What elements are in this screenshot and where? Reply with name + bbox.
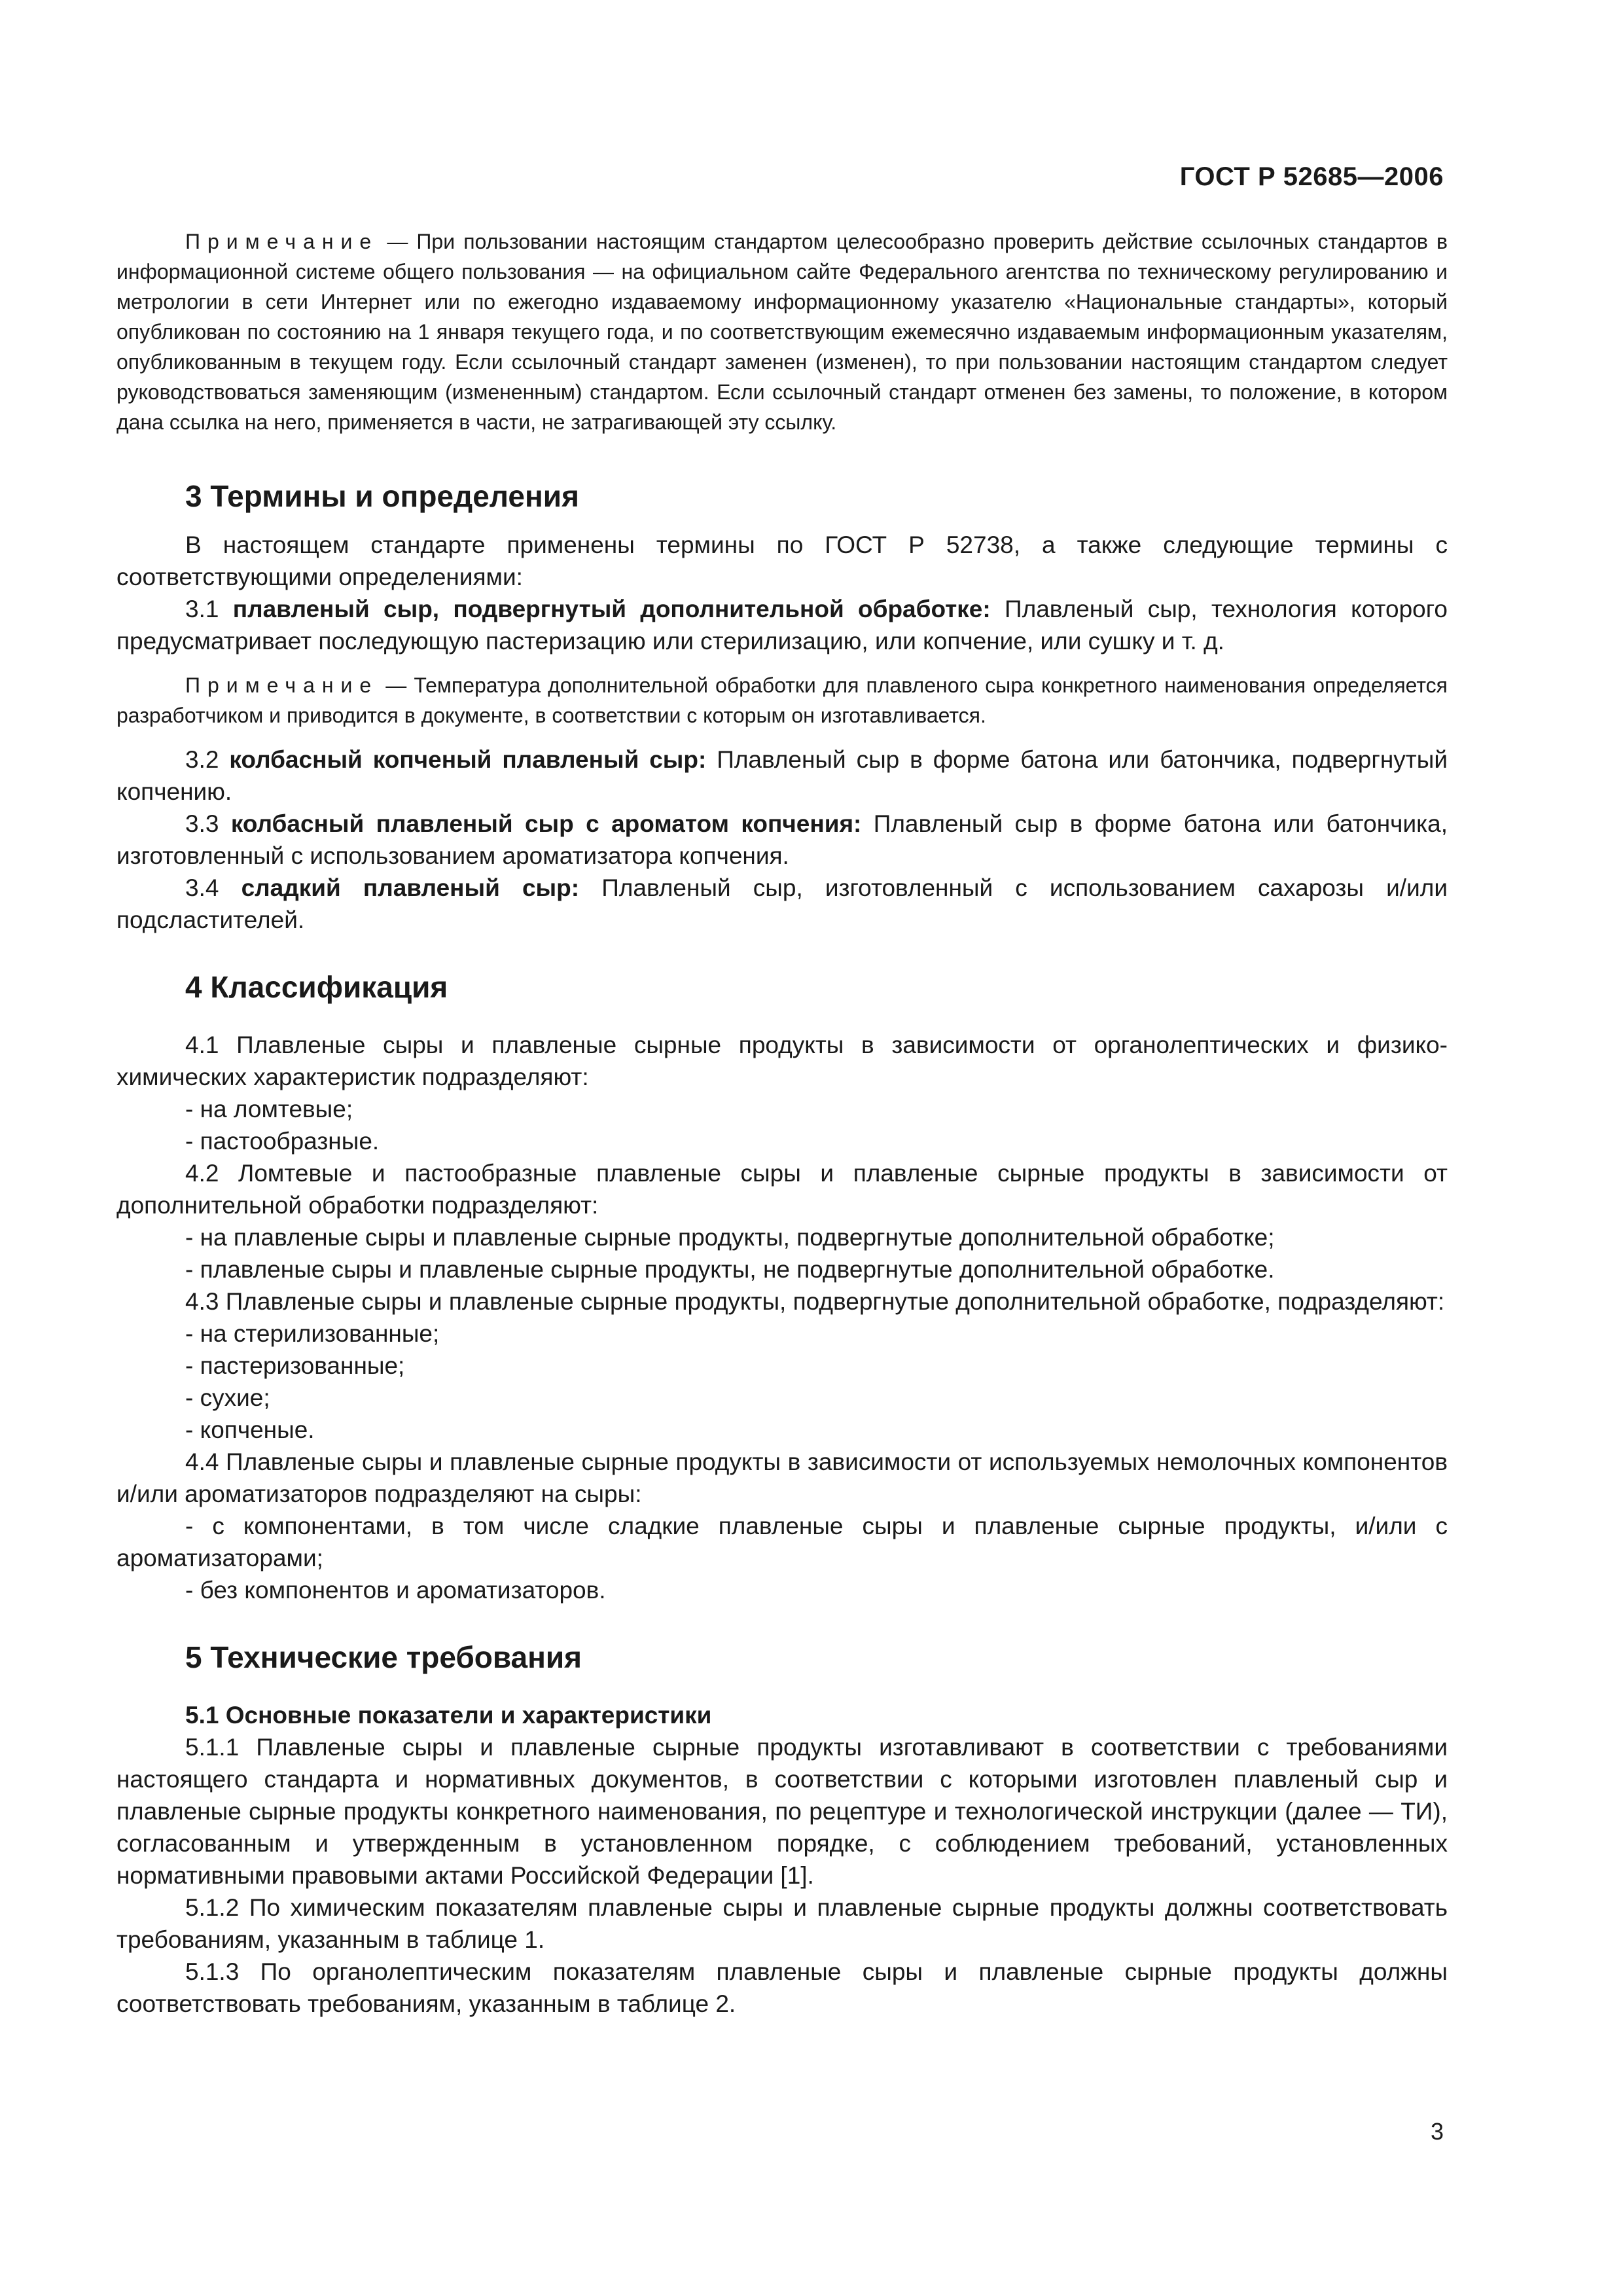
- list-item: - на ломтевые;: [185, 1096, 353, 1122]
- list-item: - без компонентов и ароматизаторов.: [185, 1577, 606, 1604]
- term-3-1: [116, 593, 1448, 657]
- term-name: колбасный копченый плавленый сыр:: [229, 746, 707, 773]
- section-3-intro: В настоящем стандарте применены термины по ГОСТ Р 52738, а также следующие термины с соответствующими определениями:: [116, 531, 1448, 590]
- note-label: Примечание: [185, 673, 379, 697]
- term-definition: Плавленый сыр в форме батона или батончика, изготовленный с использованием ароматизатора копчения.: [116, 810, 1448, 869]
- term-definition: Плавленый сыр, технология которого предусматривает последующую пастеризацию или стерилизацию, или копчение, или сушку и т. д.: [116, 596, 1448, 655]
- term-number: 3.2: [185, 746, 230, 773]
- term-3-2: [116, 744, 1448, 808]
- term-definition: Плавленый сыр в форме батона или батончика, подвергнутый копчению.: [116, 746, 1448, 805]
- term-number: 3.1: [185, 596, 233, 622]
- clause-4-1: 4.1 Плавленые сыры и плавленые сырные продукты в зависимости от органолептических и физико-химических характеристик подразделяют:: [116, 1031, 1448, 1090]
- section-3-title: 3 Термины и определения: [185, 479, 579, 513]
- term-definition: Плавленый сыр, изготовленный с использованием сахарозы и/или подсластителей.: [116, 874, 1448, 933]
- list-item: - копченые.: [185, 1416, 315, 1443]
- list-item: - на стерилизованные;: [185, 1320, 440, 1347]
- note-processing-temperature: [116, 670, 1448, 730]
- page-number: 3: [1430, 2118, 1444, 2145]
- term-3-4: [116, 872, 1448, 936]
- term-3-3: [116, 808, 1448, 872]
- list-item: - плавленые сыры и плавленые сырные продукты, не подвергнутые дополнительной обработке.: [185, 1256, 1275, 1283]
- note-text: — Температура дополнительной обработки для плавленого сыра конкретного наименования определяется разработчиком и приводится в документе, в соответствии с которым он изготавливается.: [116, 673, 1448, 727]
- note-text: — При пользовании настоящим стандартом целесообразно проверить действие ссылочных стандартов в информационной системе общего пользования — на официальном сайте Федерального агентства по техническому регулированию и метрологии в сети Интернет или по ежегодно издаваемому информационному указателю «Национальные стандарты», который опубликован по состоянию на 1 января текущего года, и по соответствующим ежемесячно издаваемым информационным указателям, опубликованным в текущем году. Если ссылочный стандарт заменен (изменен), то при пользовании настоящим стандартом следует руководствоваться заменяющим (измененным) стандартом. Если ссылочный стандарт отменен без замены, то положение, в котором дана ссылка на него, применяется в части, не затрагивающей эту ссылку.: [116, 230, 1448, 434]
- list-item: - пастеризованные;: [185, 1352, 405, 1379]
- term-number: 3.3: [185, 810, 231, 837]
- note-label: Примечание: [185, 230, 379, 253]
- clause-4-2: 4.2 Ломтевые и пастообразные плавленые сыры и плавленые сырные продукты в зависимости от дополнительной обработки подразделяют:: [116, 1160, 1448, 1219]
- note-referenced-standards: [116, 226, 1448, 437]
- list-item: - с компонентами, в том числе сладкие плавленые сыры и плавленые сырные продукты, и/или с ароматизаторами;: [116, 1513, 1448, 1571]
- section-5-title: 5 Технические требования: [185, 1640, 582, 1674]
- term-number: 3.4: [185, 874, 241, 901]
- document-id-header: ГОСТ Р 52685—2006: [1179, 162, 1444, 191]
- list-item: - сухие;: [185, 1384, 270, 1411]
- list-item: - пастообразные.: [185, 1128, 380, 1155]
- clause-5-1-3: 5.1.3 По органолептическим показателям плавленые сыры и плавленые сырные продукты должны соответствовать требованиям, указанным в таблице 2.: [116, 1958, 1448, 2017]
- clause-5-1-2: 5.1.2 По химическим показателям плавленые сыры и плавленые сырные продукты должны соответствовать требованиям, указанным в таблице 1.: [116, 1894, 1448, 1953]
- term-name: сладкий плавленый сыр:: [241, 874, 580, 901]
- term-name: колбасный плавленый сыр с ароматом копчения:: [230, 810, 862, 837]
- clause-4-3: 4.3 Плавленые сыры и плавленые сырные продукты, подвергнутые дополнительной обработке, подразделяют:: [185, 1288, 1445, 1315]
- clause-5-1-1: 5.1.1 Плавленые сыры и плавленые сырные продукты изготавливают в соответствии с требованиями настоящего стандарта и нормативных документов, в соответствии с которыми изготовлен плавленый сыр и плавленые сырные продукты конкретного наименования, по рецептуре и технологической инструкции (далее — ТИ), согласованным и утвержденным в установленном порядке, с соблюдением требований, установленных нормативными правовыми актами Российской Федерации [1].: [116, 1734, 1448, 1889]
- term-name: плавленый сыр, подвергнутый дополнительной обработке:: [232, 596, 991, 622]
- clause-4-4: 4.4 Плавленые сыры и плавленые сырные продукты в зависимости от используемых немолочных компонентов и/или ароматизаторов подразделяют на сыры:: [116, 1448, 1448, 1507]
- list-item: - на плавленые сыры и плавленые сырные продукты, подвергнутые дополнительной обработке;: [185, 1224, 1275, 1251]
- subsection-5-1-title: 5.1 Основные показатели и характеристики: [185, 1702, 712, 1729]
- page-content: [116, 226, 1448, 2020]
- section-4-title: 4 Классификация: [185, 970, 448, 1004]
